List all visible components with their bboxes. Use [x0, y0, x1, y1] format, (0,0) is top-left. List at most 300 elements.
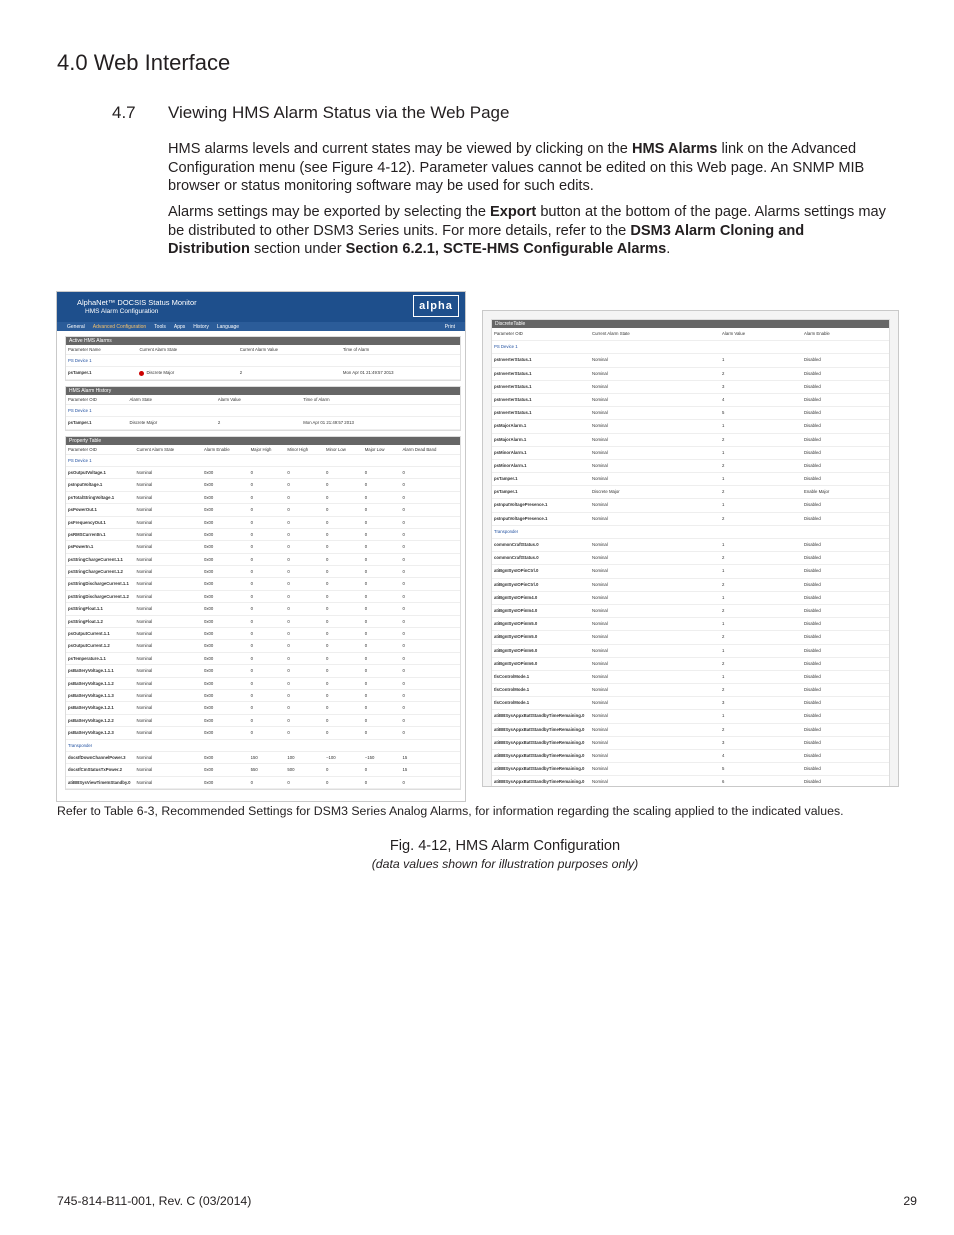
alarm-history-table	[66, 395, 460, 430]
column-header: Parameter Name	[68, 347, 101, 352]
group-row	[66, 455, 460, 467]
table-row	[492, 460, 889, 473]
table-cell: 0	[364, 519, 368, 525]
table-cell: 1	[722, 357, 725, 363]
table-cell: 0	[326, 494, 329, 500]
table-cell: Nominal	[592, 594, 608, 600]
table-cell: 0	[364, 655, 368, 661]
table-row	[492, 737, 889, 750]
table-cell: Nominal	[592, 449, 608, 455]
table-cell: docsIfCmStatusTxPower.2	[68, 767, 122, 773]
table-cell: 0	[326, 569, 329, 575]
table-cell: Nominal	[136, 531, 153, 537]
table-cell: 0	[250, 643, 253, 649]
table-cell: Disabled	[804, 449, 821, 455]
table-cell: Disabled	[804, 555, 821, 561]
table-cell: psTotalStringVoltage.1	[68, 494, 115, 500]
table-cell: psMajorAlarm.1	[494, 436, 527, 442]
table-cell: 0x00	[203, 767, 214, 773]
table-cell: 4	[722, 396, 725, 402]
menu-item[interactable]: General	[67, 323, 85, 330]
table-cell: Nominal	[592, 410, 608, 416]
table-cell: atiBgnISysIOPinIn5.0	[494, 621, 538, 627]
table-cell: 0	[402, 717, 405, 723]
table-cell: Disabled	[804, 436, 821, 442]
table-cell: 0	[250, 655, 253, 661]
table-cell: 0	[250, 618, 253, 624]
table-cell: 1	[722, 476, 725, 482]
subsection-title: Viewing HMS Alarm Status via the Web Page	[168, 103, 510, 122]
table-cell: 0	[364, 779, 368, 785]
table-cell: 0	[287, 643, 290, 649]
table-cell: 0	[326, 680, 329, 686]
table-row	[492, 447, 889, 460]
table-cell: 0	[287, 569, 290, 575]
table-cell: 0x00	[203, 668, 214, 674]
table-cell: Disabled	[804, 621, 821, 627]
table-cell: 0	[250, 507, 253, 513]
group-row	[492, 526, 889, 539]
table-cell: psBatteryVoltage.1.2.1	[68, 705, 114, 711]
table-cell: psInverterStatus.1	[494, 357, 532, 363]
table-cell: 0	[326, 767, 329, 773]
table-cell: 0	[364, 767, 368, 773]
column-header: Alarm Value	[217, 396, 241, 402]
table-cell: 0x00	[203, 705, 214, 711]
table-cell: psInputVoltagePresence.1	[494, 502, 548, 508]
table-cell: Nominal	[592, 423, 608, 429]
page-title: HMS Alarm Configuration	[85, 308, 159, 315]
alpha-logo: alpha	[413, 295, 459, 317]
table-cell: 0	[364, 705, 368, 711]
table-cell: 0	[250, 482, 253, 488]
table-cell: 0	[402, 544, 405, 550]
table-cell: 0x00	[203, 494, 214, 500]
table-cell: Nominal	[592, 476, 608, 482]
table-row	[66, 566, 460, 578]
table-cell: 0x00	[203, 631, 214, 637]
table-cell: 0	[326, 730, 329, 736]
table-cell: 0	[402, 569, 405, 575]
table-row	[66, 653, 460, 665]
table-cell: 0	[250, 717, 253, 723]
table-cell: psTamper.1	[68, 420, 92, 426]
table-cell: atiBgnISysIOPinIn5.0	[494, 634, 538, 640]
table-row	[492, 486, 889, 499]
table-cell: psInverterStatus.1	[494, 410, 532, 416]
table-cell: 0	[250, 469, 253, 475]
table-cell: 0	[250, 680, 253, 686]
table-cell: 2	[722, 687, 725, 693]
table-cell: 0x00	[203, 569, 214, 575]
table-cell: 0	[250, 519, 253, 525]
table-cell: Disabled	[804, 607, 821, 613]
table-cell: 0	[250, 631, 253, 637]
table-cell: 0	[326, 507, 329, 513]
table-cell: Nominal	[136, 618, 153, 624]
table-row	[66, 541, 460, 553]
table-cell: 0x00	[203, 643, 214, 649]
table-cell: psInverterStatus.1	[494, 370, 532, 376]
table-cell: Nominal	[592, 515, 608, 521]
table-row	[66, 367, 460, 379]
table-cell: Nominal	[592, 383, 608, 389]
table-cell: psInverterStatus.1	[494, 396, 532, 402]
table-cell: 3	[722, 383, 725, 389]
table-row	[66, 628, 460, 640]
table-cell: psInverterStatus.1	[494, 383, 532, 389]
column-header: Parameter OID	[68, 396, 97, 402]
table-row	[492, 381, 889, 394]
table-row	[66, 665, 460, 677]
table-cell: Discrete Major	[137, 367, 237, 378]
table-cell: Disabled	[804, 660, 821, 666]
table-cell: 0x00	[203, 531, 214, 537]
table-cell: Nominal	[592, 660, 608, 666]
column-header: Current Alarm State	[592, 331, 630, 336]
table-row	[66, 715, 460, 727]
table-cell: 150	[250, 754, 258, 760]
discrete-table-panel	[491, 319, 890, 787]
table-cell: Mon Apr 01 21:49:57 2013	[303, 420, 354, 426]
table-cell: Nominal	[592, 634, 608, 640]
table-cell: 0	[364, 507, 368, 513]
table-cell: Nominal	[136, 717, 153, 723]
table-cell: 0	[326, 606, 329, 612]
group-label: Transponder	[68, 742, 93, 748]
table-cell: 0	[287, 531, 290, 537]
panel-title: Property Table	[66, 437, 460, 445]
table-cell: 0	[402, 705, 405, 711]
table-row	[66, 529, 460, 541]
table-row	[66, 492, 460, 504]
table-cell: 2	[722, 607, 725, 613]
table-cell: 0	[250, 581, 253, 587]
table-row	[492, 631, 889, 644]
table-cell: 0	[326, 593, 329, 599]
table-cell: 0x00	[203, 507, 214, 513]
table-row	[492, 513, 889, 526]
table-cell: 0	[250, 544, 253, 550]
table-row	[66, 479, 460, 491]
table-row	[492, 763, 889, 776]
table-cell: Nominal	[136, 569, 153, 575]
table-row	[492, 473, 889, 486]
table-cell: 1	[722, 621, 725, 627]
table-row	[492, 394, 889, 407]
table-row	[66, 752, 460, 764]
panel-title: HMS Alarm History	[66, 387, 460, 395]
column-header: Parameter OID	[494, 331, 523, 336]
figure-title: Fig. 4-12, HMS Alarm Configuration	[389, 838, 621, 854]
table-cell: Disabled	[804, 357, 821, 363]
group-label: Transponder	[494, 528, 519, 534]
table-row	[492, 671, 889, 684]
menu-item[interactable]: Tools	[154, 323, 166, 330]
table-cell: 0	[287, 631, 290, 637]
table-cell: Nominal	[592, 687, 608, 693]
table-row	[492, 724, 889, 737]
table-cell: psTamper.1	[494, 476, 518, 482]
table-cell: 2	[722, 581, 725, 587]
table-cell: 0	[364, 544, 368, 550]
table-cell: 0x00	[203, 581, 214, 587]
table-cell: 0	[287, 692, 290, 698]
table-cell: psInputVoltage.1	[68, 482, 103, 488]
table-cell: Disabled	[804, 594, 821, 600]
table-cell: Disabled	[804, 673, 821, 679]
text-run: Alarms settings may be exported by selecting the	[168, 204, 491, 220]
table-row	[66, 517, 460, 529]
table-cell: 0	[250, 606, 253, 612]
menu-item[interactable]: Apps	[173, 323, 186, 330]
text-run: button at the bottom of the page. Alarms settings may be distributed to other DSM3 Series units. For more details, refer to the	[168, 204, 886, 239]
table-cell: Nominal	[136, 668, 153, 674]
table-cell: psPowerOut.1	[68, 507, 97, 513]
menu-item[interactable]: Advanced Configuration	[92, 323, 147, 330]
screenshot-hms-alarm-page	[56, 291, 466, 802]
bold-text: Section 6.2.1, SCTE-HMS Configurable Alarms	[345, 241, 667, 257]
table-cell: atiBBSysAppxBattStandbyTimeRemaining.0	[494, 766, 585, 772]
table-cell: Disabled	[804, 779, 821, 785]
table-header-row	[66, 395, 460, 405]
column-header: Parameter OID	[68, 446, 97, 452]
table-cell: Disabled	[804, 634, 821, 640]
table-cell: 2	[722, 634, 725, 640]
table-cell: 0	[364, 482, 368, 488]
table-cell: psStringFloat.1.2	[68, 618, 103, 624]
bold-text: DSM3 Alarm Cloning and Distribution	[168, 222, 805, 257]
table-row	[492, 420, 889, 433]
table-cell: −100	[326, 754, 336, 760]
table-cell: docsIfDownChannelPower.3	[68, 754, 126, 760]
table-cell: Disabled	[804, 476, 821, 482]
table-cell: 1	[722, 542, 725, 547]
table-cell: 1	[722, 673, 725, 679]
table-cell: Disabled	[804, 713, 821, 719]
table-cell: 2	[722, 726, 725, 732]
table-cell: Disabled	[804, 502, 821, 508]
screenshot-discrete-table	[482, 310, 899, 787]
column-header: Alarm Dead Band	[402, 446, 437, 452]
panel-title: DiscreteTable	[492, 320, 889, 328]
table-cell: 0	[287, 544, 290, 550]
table-cell: psTamper.1	[68, 370, 92, 376]
table-cell: 0	[364, 569, 368, 575]
table-cell: Nominal	[136, 692, 153, 698]
table-cell: Disabled	[804, 766, 821, 772]
table-cell: 0	[326, 618, 329, 624]
table-cell: psBatteryVoltage.1.1.3	[68, 692, 114, 698]
table-cell: Disabled	[804, 370, 821, 376]
main-menu	[57, 322, 465, 331]
table-cell: Disabled	[804, 423, 821, 429]
table-cell: 0	[287, 482, 290, 488]
menu-item[interactable]: Language	[216, 323, 240, 330]
table-cell: 0	[402, 494, 405, 500]
menu-item[interactable]: History	[193, 323, 209, 330]
table-cell: 0	[364, 593, 368, 599]
table-row	[492, 605, 889, 618]
table-cell: 0	[326, 717, 329, 723]
bold-text: HMS Alarms	[631, 141, 718, 157]
subsection-heading	[112, 103, 509, 123]
table-cell: 2	[722, 555, 725, 561]
table-cell: psTemperature.1.1	[68, 655, 106, 661]
table-cell: 0	[364, 531, 368, 537]
table-cell: psMinorAlarm.1	[494, 449, 527, 455]
table-cell: Nominal	[136, 631, 153, 637]
table-cell: Nominal	[592, 766, 608, 772]
table-cell: 0	[326, 556, 329, 562]
table-cell: 0	[364, 730, 368, 736]
table-cell: 0	[402, 482, 405, 488]
table-cell: Nominal	[136, 494, 153, 500]
group-label: PS Device 1	[68, 457, 92, 463]
table-row	[66, 678, 460, 690]
table-cell: psInputVoltagePresence.1	[494, 515, 548, 521]
table-cell: Disabled	[804, 462, 821, 468]
table-cell: 0	[402, 643, 405, 649]
table-cell: 0x00	[203, 618, 214, 624]
table-cell: Nominal	[592, 726, 608, 732]
table-cell: atiBBSysAppxBattStandbyTimeRemaining.0	[494, 779, 585, 785]
table-cell: 0	[402, 655, 405, 661]
table-cell: −150	[364, 754, 375, 760]
table-cell: 0	[364, 692, 368, 698]
alarm-indicator-icon	[139, 371, 144, 376]
table-cell: 0	[402, 631, 405, 637]
document-number: 745-814-B11-001, Rev. C (03/2014)	[57, 1194, 252, 1208]
text-run: .	[666, 241, 671, 257]
table-cell: atiBgnISysIOPinIn4.0	[494, 607, 538, 613]
table-cell: Disabled	[804, 726, 821, 732]
table-row	[66, 603, 460, 615]
table-cell: 550	[250, 767, 258, 773]
table-cell: 0	[364, 680, 368, 686]
table-cell: Nominal	[592, 621, 608, 627]
table-cell: Enable Major	[804, 489, 830, 495]
table-cell: psPowerIn.1	[68, 544, 94, 550]
column-header: Alarm State	[129, 396, 152, 402]
table-cell: 0	[250, 705, 253, 711]
table-row	[66, 616, 460, 628]
table-row	[66, 777, 460, 789]
table-cell: Nominal	[592, 370, 608, 376]
table-cell: Disabled	[804, 753, 821, 758]
table-cell: Disabled	[804, 568, 821, 574]
table-row	[492, 407, 889, 420]
table-cell: psOutputVoltage.1	[68, 469, 106, 475]
table-cell: Disabled	[804, 581, 821, 587]
table-cell: 0	[402, 730, 405, 736]
table-cell: 0	[326, 519, 329, 525]
table-cell: 5	[722, 766, 725, 772]
table-cell: psRMSCurrentIn.1	[68, 531, 106, 537]
table-cell: Disabled	[804, 410, 821, 416]
table-cell: tlsControlMode.1	[494, 700, 530, 706]
table-cell: tlsControlMode.1	[494, 687, 530, 693]
group-row	[66, 740, 460, 752]
table-cell: 0	[364, 469, 368, 475]
table-cell: 0	[287, 618, 290, 624]
table-cell: 5	[722, 410, 725, 416]
print-link[interactable]: Print	[444, 323, 455, 330]
discrete-table	[492, 328, 889, 787]
table-cell: psStringFloat.1.1	[68, 606, 103, 612]
table-cell: Nominal	[592, 700, 608, 706]
table-cell: Disabled	[804, 383, 821, 389]
table-cell: atiBBSysAppxBattStandbyTimeRemaining.0	[494, 753, 585, 758]
column-header: Current Alarm Value	[239, 347, 279, 352]
group-row	[66, 405, 460, 417]
table-cell: 0	[287, 581, 290, 587]
table-cell: 3	[722, 700, 725, 706]
table-cell: commonCraftStatus.0	[494, 555, 539, 561]
table-cell: 0	[364, 618, 368, 624]
table-cell: 1	[722, 568, 725, 574]
table-cell: 100	[287, 754, 295, 760]
table-cell: 0	[250, 692, 253, 698]
table-cell: 0	[287, 606, 290, 612]
table-cell: Disabled	[804, 739, 821, 745]
table-cell: Nominal	[136, 469, 153, 475]
table-cell: 0	[364, 606, 368, 612]
table-cell: Disabled	[804, 515, 821, 521]
table-cell: Discrete Major	[129, 420, 158, 426]
column-header: Alarm Enable	[804, 331, 830, 336]
table-cell: 0x00	[203, 482, 214, 488]
table-cell: 0	[326, 668, 329, 674]
table-cell: 0	[402, 519, 405, 525]
table-cell: 0	[326, 643, 329, 649]
table-cell: Nominal	[592, 753, 608, 758]
table-cell: Nominal	[592, 396, 608, 402]
table-cell: 0	[326, 779, 329, 785]
group-row	[492, 341, 889, 354]
table-cell: Nominal	[592, 462, 608, 468]
table-cell: 1	[722, 502, 725, 508]
panel-title: Active HMS Alarms	[66, 337, 460, 345]
table-cell: 0	[326, 705, 329, 711]
column-header: Current Alarm State	[136, 446, 175, 452]
table-cell: Disabled	[804, 396, 821, 402]
table-cell: 0	[287, 494, 290, 500]
table-cell: Nominal	[592, 713, 608, 719]
column-header: Current Alarm State	[139, 347, 178, 352]
table-cell: Nominal	[592, 568, 608, 574]
active-alarms-table	[66, 345, 460, 380]
table-row	[492, 539, 889, 552]
table-row	[492, 592, 889, 605]
table-cell: 0	[364, 643, 368, 649]
table-row	[492, 618, 889, 631]
column-header: Minor Low	[326, 446, 346, 452]
table-row	[66, 690, 460, 702]
figure-subtitle: (data values shown for illustration purposes only)	[371, 857, 639, 871]
table-cell: 0	[250, 531, 253, 537]
table-cell: Nominal	[136, 655, 153, 661]
table-cell: psFrequencyOut.1	[68, 519, 106, 525]
table-cell: Disabled	[804, 700, 821, 706]
text-run: section under	[249, 241, 346, 257]
table-row	[66, 727, 460, 739]
table-cell: 0	[287, 556, 290, 562]
table-cell: psStringChargeCurrent.1.2	[68, 569, 123, 575]
table-cell: 0	[250, 730, 253, 736]
table-cell: psBatteryVoltage.1.2.2	[68, 717, 114, 723]
table-cell: Nominal	[136, 507, 153, 513]
